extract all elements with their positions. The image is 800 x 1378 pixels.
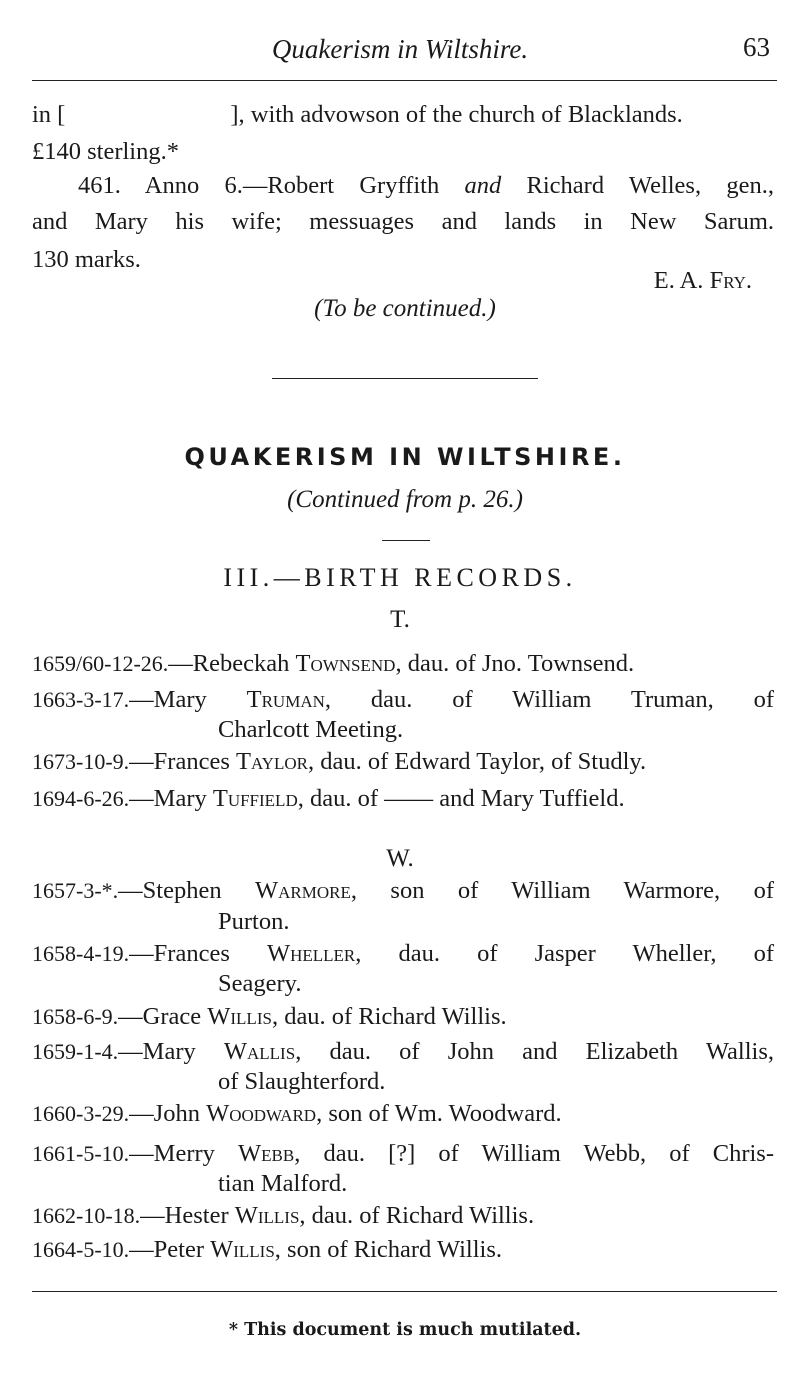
record-surname: Willis — [234, 1202, 300, 1229]
birth-record — [32, 879, 774, 904]
text-fragment: — — [168, 650, 193, 677]
section-divider — [272, 378, 538, 379]
record-name: John — [153, 1100, 200, 1127]
text-fragment: — — [129, 1236, 154, 1263]
record-continuation: of Slaughterford. — [218, 1068, 386, 1095]
record-continuation: Charlcott Meeting. — [218, 716, 404, 743]
record-date: 1658-6-9. — [32, 1004, 119, 1029]
record-date: 1673-10-9. — [32, 749, 130, 774]
record-name: Peter — [153, 1236, 204, 1263]
birth-record — [32, 1238, 502, 1263]
record-date: 1664-5-10. — [32, 1237, 130, 1262]
record-date: 1659-1-4. — [32, 1039, 119, 1064]
signature-surname: Fry. — [709, 267, 752, 294]
text-fragment: — — [129, 748, 154, 775]
text-fragment: £140 sterling.* — [32, 138, 179, 165]
entry-461-line-3 — [32, 248, 141, 273]
record-detail: , dau. of John and Elizabeth Wallis, — [295, 1038, 774, 1065]
short-divider — [382, 540, 430, 541]
running-title: Quakerism in Wiltshire. — [271, 34, 529, 64]
text-fragment: Richard Welles, gen., — [501, 172, 774, 199]
birth-record — [32, 942, 774, 967]
record-surname: Willis — [210, 1236, 275, 1263]
birth-record — [32, 688, 774, 713]
record-detail: , dau. [?] of William Webb, of Chris- — [294, 1140, 774, 1167]
birth-record — [32, 1040, 774, 1065]
record-name: Stephen — [142, 877, 222, 904]
text-fragment: — — [118, 1038, 143, 1065]
record-detail: , dau. of Jno. Townsend. — [395, 650, 635, 677]
footnote-rule — [32, 1291, 777, 1292]
continuation-line-2 — [32, 140, 179, 165]
record-date: 1658-4-19. — [32, 941, 130, 966]
record-detail: , dau. of William Truman, of — [324, 686, 774, 713]
birth-record — [32, 1005, 507, 1030]
text-fragment: and — [464, 172, 502, 199]
record-name: Merry — [153, 1140, 215, 1167]
record-detail: , son of Wm. Woodward. — [316, 1100, 562, 1127]
signature-initials: E. A. — [653, 267, 710, 294]
section-title: III.—BIRTH RECORDS. — [223, 563, 577, 592]
record-continuation: Seagery. — [218, 970, 302, 997]
group-letter-w: W. — [386, 845, 414, 872]
group-letter-t: T. — [390, 606, 410, 633]
continuation-line-1 — [32, 103, 683, 128]
birth-record — [32, 1204, 534, 1229]
birth-record — [32, 652, 634, 677]
text-fragment: — — [118, 1003, 143, 1030]
record-continuation: Purton. — [218, 908, 290, 935]
record-name: Rebeckah — [192, 650, 290, 677]
page-number: 63 — [743, 32, 770, 62]
record-date: 1661-5-10. — [32, 1141, 130, 1166]
record-detail: , son of William Warmore, of — [350, 877, 774, 904]
record-surname: Townsend — [295, 650, 396, 677]
entry-461-line-2 — [32, 210, 774, 235]
record-detail: , dau. of Richard Willis. — [271, 1003, 507, 1030]
text-fragment: — — [129, 1100, 154, 1127]
article-subtitle: (Continued from p. 26.) — [287, 486, 523, 513]
record-date: 1660-3-29. — [32, 1101, 130, 1126]
text-fragment: — — [129, 1140, 154, 1167]
record-detail: , son of Richard Willis. — [274, 1236, 503, 1263]
record-continuation: tian Malford. — [218, 1170, 348, 1197]
record-detail: , dau. of —— and Mary Tuffield. — [297, 785, 625, 812]
record-name: Grace — [142, 1003, 202, 1030]
record-detail: , dau. of Edward Taylor, of Studly. — [307, 748, 647, 775]
text-fragment: and Mary his wife; messuages and lands in New Sarum. — [32, 208, 774, 235]
record-name: Hester — [164, 1202, 229, 1229]
article-title: QUAKERISM IN WILTSHIRE. — [184, 443, 626, 471]
record-date: 1694-6-26. — [32, 786, 130, 811]
text-fragment: — — [129, 940, 154, 967]
birth-record — [32, 1102, 562, 1127]
running-head — [0, 30, 800, 70]
record-name: Mary — [153, 785, 207, 812]
text-fragment: — — [140, 1202, 165, 1229]
entry-461-line-1 — [78, 174, 774, 199]
birth-record — [32, 1142, 774, 1167]
record-date: 1662-10-18. — [32, 1203, 141, 1228]
record-surname: Wheller — [266, 940, 356, 967]
entry-number: 461. — [78, 172, 121, 199]
record-surname: Webb — [238, 1140, 295, 1167]
record-name: Frances — [153, 940, 230, 967]
record-date: 1659/60-12-26. — [32, 651, 169, 676]
footnote: * This document is much mutilated. — [228, 1320, 582, 1340]
record-name: Mary — [153, 686, 207, 713]
author-signature — [654, 267, 752, 295]
record-name: Mary — [142, 1038, 196, 1065]
birth-record — [32, 750, 646, 775]
record-surname: Tuffield — [212, 785, 298, 812]
birth-record — [32, 787, 625, 812]
record-date: 1663-3-17. — [32, 687, 130, 712]
text-fragment: in [ — [32, 101, 66, 128]
header-rule — [32, 80, 777, 81]
record-surname: Woodward — [206, 1100, 317, 1127]
text-fragment: ], with advowson of the church of Blacklands. — [230, 101, 683, 128]
record-surname: Warmore — [255, 877, 351, 904]
record-date: 1657-3-*. — [32, 878, 119, 903]
record-surname: Taylor — [235, 748, 308, 775]
record-surname: Willis — [207, 1003, 272, 1030]
record-detail: , dau. of Richard Willis. — [299, 1202, 535, 1229]
text-fragment: — — [129, 686, 154, 713]
record-detail: , dau. of Jasper Wheller, of — [355, 940, 775, 967]
text-fragment: — — [118, 877, 143, 904]
to-be-continued: (To be continued.) — [314, 295, 496, 322]
text-fragment: Anno 6.—Robert Gryffith — [120, 172, 465, 199]
text-fragment: — — [129, 785, 154, 812]
text-fragment: 130 marks. — [32, 246, 141, 273]
record-surname: Wallis — [223, 1038, 296, 1065]
record-name: Frances — [153, 748, 230, 775]
record-surname: Truman — [246, 686, 325, 713]
